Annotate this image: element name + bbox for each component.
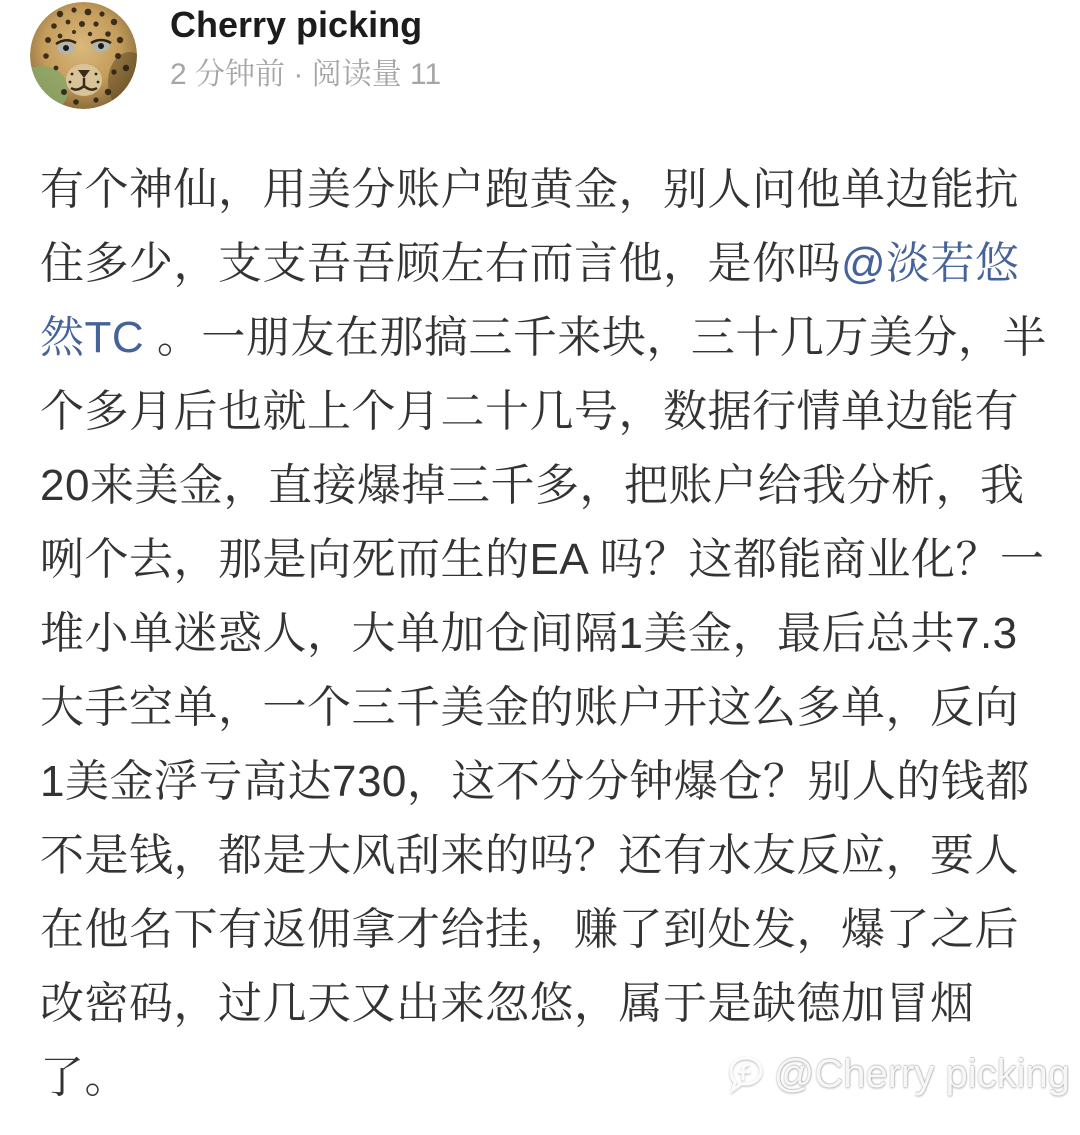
- post-line: [40, 523, 1050, 597]
- post-text: 1美金浮亏高达730，这不分分钟爆仓？别人的钱都: [40, 757, 1030, 806]
- username[interactable]: Cherry picking: [170, 4, 423, 45]
- post-line: [40, 227, 1050, 301]
- post-line: [40, 449, 1050, 523]
- post-line: [40, 597, 1050, 671]
- post-text: 改密码，过几天又出来忽悠，属于是缺德加冒烟: [40, 979, 975, 1028]
- post-line: [40, 745, 1050, 819]
- avatar[interactable]: [30, 2, 137, 109]
- post-text: 。一朋友在那搞三千来块，三十几万美分，半: [144, 313, 1047, 362]
- post-text: 了。: [40, 1053, 129, 1102]
- post-line: [40, 967, 1050, 1041]
- mention-link[interactable]: @淡若悠: [841, 239, 1020, 288]
- post-line: [40, 375, 1050, 449]
- post-text: 住多少，支支吾吾顾左右而言他，是你吗: [40, 239, 841, 288]
- post-line: [40, 1041, 1050, 1115]
- post-text: 咧个去，那是向死而生的EA 吗？这都能商业化？一: [40, 535, 1045, 584]
- post-text: 有个神仙，用美分账户跑黄金，别人问他单边能抗: [40, 165, 1019, 214]
- post-line: [40, 893, 1050, 967]
- post-line: [40, 301, 1050, 375]
- post-text: 在他名下有返佣拿才给挂，赚了到处发，爆了之后: [40, 905, 1019, 954]
- mention-link[interactable]: 然TC: [40, 313, 145, 362]
- post-line: [40, 819, 1050, 893]
- post-body: [40, 153, 1050, 1115]
- post-line: [40, 153, 1050, 227]
- post-text: 20来美金，直接爆掉三千多，把账户给我分析，我: [40, 461, 1025, 510]
- post-text: 大手空单，一个三千美金的账户开这么多单，反向: [40, 683, 1019, 732]
- post-text: 个多月后也就上个月二十几号，数据行情单边能有: [40, 387, 1019, 436]
- post-line: [40, 671, 1050, 745]
- post-meta: 2 分钟前 · 阅读量 11: [170, 58, 442, 91]
- watermark-label: @Cherry picking: [773, 1051, 1070, 1096]
- post-header: [0, 0, 1080, 130]
- post-text: 不是钱，都是大风刮来的吗？还有水友反应，要人: [40, 831, 1019, 880]
- leopard-avatar-image: [30, 2, 137, 109]
- post-text: 堆小单迷惑人，大单加仓间隔1美金，最后总共7.3: [40, 609, 1018, 658]
